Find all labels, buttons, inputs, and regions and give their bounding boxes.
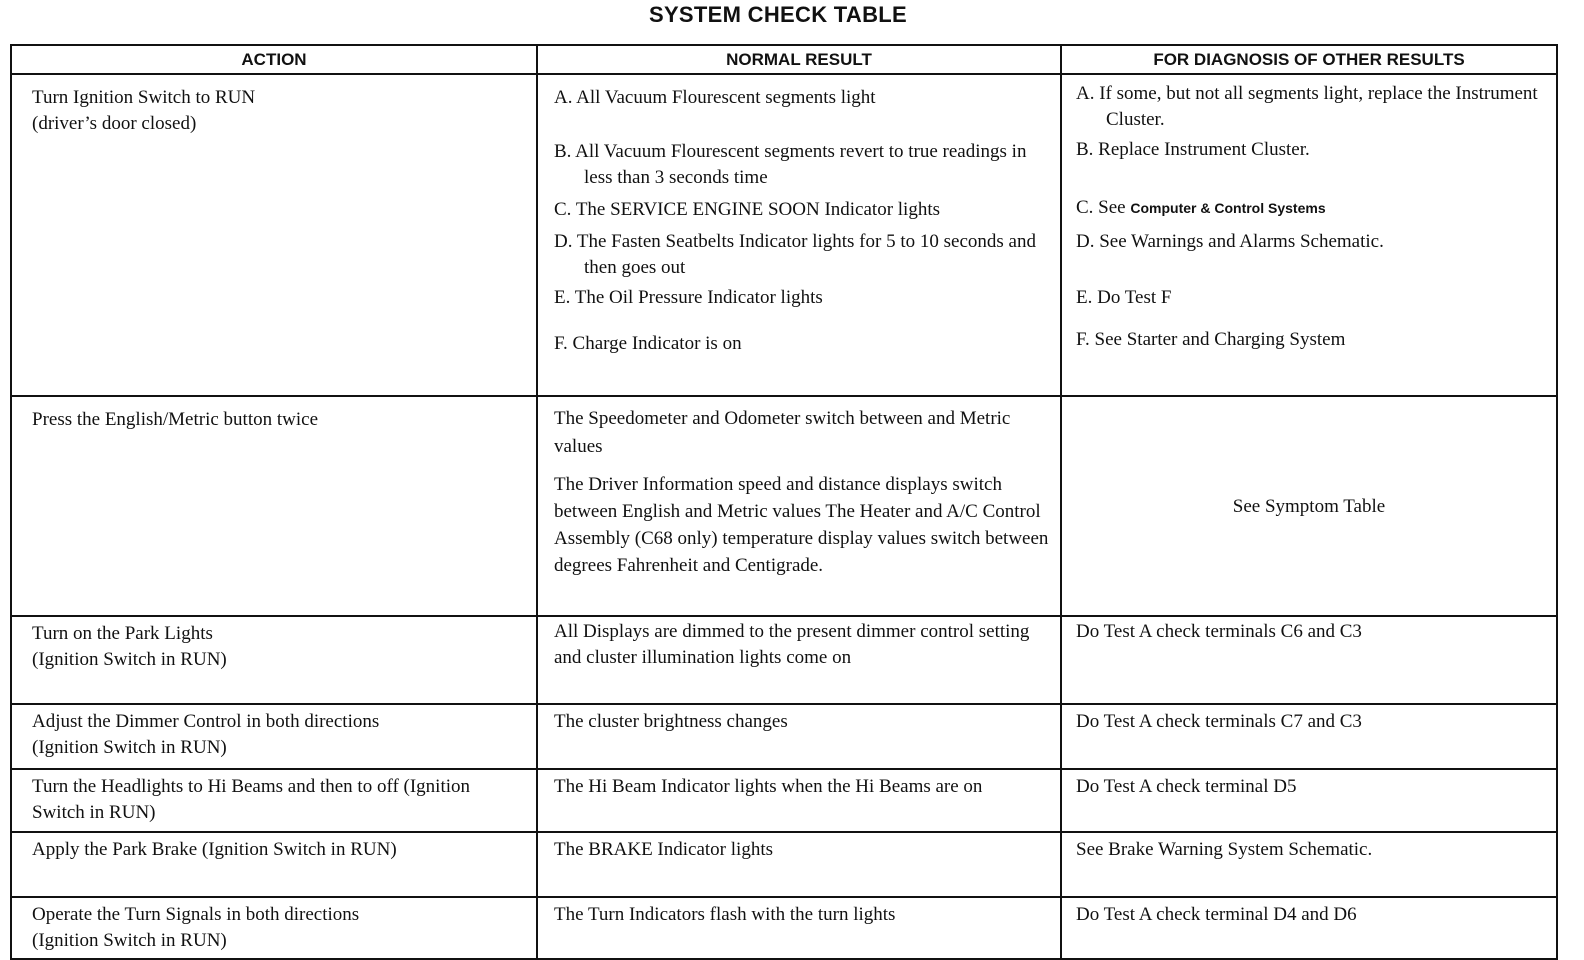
- action-text: (Ignition Switch in RUN): [32, 930, 227, 951]
- table-row: [11, 704, 1557, 769]
- action-text: (driver’s door closed): [32, 113, 197, 134]
- action-cell: [11, 616, 537, 704]
- diagnosis-item: Do Test A check terminal D4 and D6: [1076, 904, 1357, 925]
- diagnosis-item: See Symptom Table: [1232, 496, 1386, 517]
- diagnosis-see-text: C. See: [1076, 197, 1126, 218]
- column-header-diagnosis: FOR DIAGNOSIS OF OTHER RESULTS: [1061, 45, 1557, 74]
- normal-result-cell: [537, 897, 1061, 959]
- action-text: (Ignition Switch in RUN): [32, 649, 227, 670]
- action-text: Operate the Turn Signals in both directions: [32, 904, 360, 925]
- diagnosis-cell: [1061, 832, 1557, 897]
- normal-result-item: E. The Oil Pressure Indicator lights: [554, 287, 823, 308]
- action-text: Apply the Park Brake (Ignition Switch in RUN): [32, 839, 397, 860]
- diagnosis-item: Do Test A check terminals C7 and C3: [1076, 711, 1362, 732]
- action-text: Turn Ignition Switch to RUN: [32, 87, 256, 108]
- diagnosis-cell: [1061, 897, 1557, 959]
- diagnosis-item: F. See Starter and Charging System: [1076, 329, 1346, 350]
- diagnosis-item: B. Replace Instrument Cluster.: [1076, 139, 1310, 160]
- normal-result-paragraph: The Driver Information speed and distance displays switch between English and Metric values The Heater and A/C Control Assembly (C68 only) temperature display values switch between degrees Fahrenheit and Centigrade.: [554, 474, 1049, 576]
- normal-result-paragraph: The Speedometer and Odometer switch between and Metric values: [554, 408, 1011, 457]
- diagnosis-item: Do Test A check terminals C6 and C3: [1076, 621, 1362, 642]
- normal-result-paragraph: The BRAKE Indicator lights: [554, 839, 773, 860]
- normal-result-cell: [537, 704, 1061, 769]
- normal-result-item: F. Charge Indicator is on: [554, 333, 742, 354]
- table-row: [11, 396, 1557, 616]
- diagnosis-item: See Brake Warning System Schematic.: [1076, 839, 1373, 860]
- normal-result-item: B. All Vacuum Flourescent segments revert to true readings in less than 3 seconds time: [554, 141, 1027, 188]
- table-header-row: [11, 45, 1557, 74]
- normal-result-cell: [537, 616, 1061, 704]
- action-text: (Ignition Switch in RUN): [32, 737, 227, 758]
- normal-result-item: D. The Fasten Seatbelts Indicator lights for 5 to 10 seconds and then goes out: [554, 231, 1036, 278]
- action-text: Adjust the Dimmer Control in both directions: [32, 711, 380, 732]
- normal-result-paragraph: The Hi Beam Indicator lights when the Hi Beams are on: [554, 776, 983, 797]
- normal-result-cell: [537, 74, 1061, 396]
- normal-result-item: A. All Vacuum Flourescent segments light: [554, 87, 876, 108]
- computer-control-systems-reference: Computer & Control Systems: [1130, 200, 1326, 216]
- action-text: Turn the Headlights to Hi Beams and then to off (Ignition Switch in RUN): [32, 776, 471, 823]
- diagnosis-item: A. If some, but not all segments light, replace the Instrument Cluster.: [1076, 83, 1538, 130]
- action-text: Press the English/Metric button twice: [32, 409, 319, 430]
- column-header-action: ACTION: [11, 45, 537, 74]
- table-row: [11, 769, 1557, 832]
- diagnosis-item: E. Do Test F: [1076, 287, 1172, 308]
- normal-result-paragraph: The Turn Indicators flash with the turn lights: [554, 904, 896, 925]
- action-cell: [11, 897, 537, 959]
- system-check-table: [10, 44, 1558, 960]
- diagnosis-item: [1076, 195, 1550, 221]
- action-text: Turn on the Park Lights: [32, 623, 213, 644]
- normal-result-cell: [537, 396, 1061, 616]
- table-row: [11, 616, 1557, 704]
- action-cell: [11, 769, 537, 832]
- action-cell: [11, 396, 537, 616]
- diagnosis-item: D. See Warnings and Alarms Schematic.: [1076, 231, 1384, 252]
- page-title: SYSTEM CHECK TABLE: [648, 2, 907, 27]
- normal-result-cell: [537, 769, 1061, 832]
- diagnosis-cell: [1061, 616, 1557, 704]
- action-cell: [11, 832, 537, 897]
- normal-result-paragraph: The cluster brightness changes: [554, 711, 788, 732]
- diagnosis-cell: [1061, 704, 1557, 769]
- normal-result-paragraph: All Displays are dimmed to the present dimmer control setting and cluster illumination lights come on: [554, 621, 1030, 668]
- diagnosis-cell: [1061, 74, 1557, 396]
- normal-result-item: C. The SERVICE ENGINE SOON Indicator lights: [554, 199, 941, 220]
- table-row: [11, 832, 1557, 897]
- diagnosis-cell: [1061, 769, 1557, 832]
- action-cell: [11, 704, 537, 769]
- table-row: [11, 74, 1557, 396]
- diagnosis-cell: [1061, 396, 1557, 616]
- table-row: [11, 897, 1557, 959]
- column-header-normal-result: NORMAL RESULT: [537, 45, 1061, 74]
- action-cell: [11, 74, 537, 396]
- normal-result-cell: [537, 832, 1061, 897]
- diagnosis-item: Do Test A check terminal D5: [1076, 776, 1297, 797]
